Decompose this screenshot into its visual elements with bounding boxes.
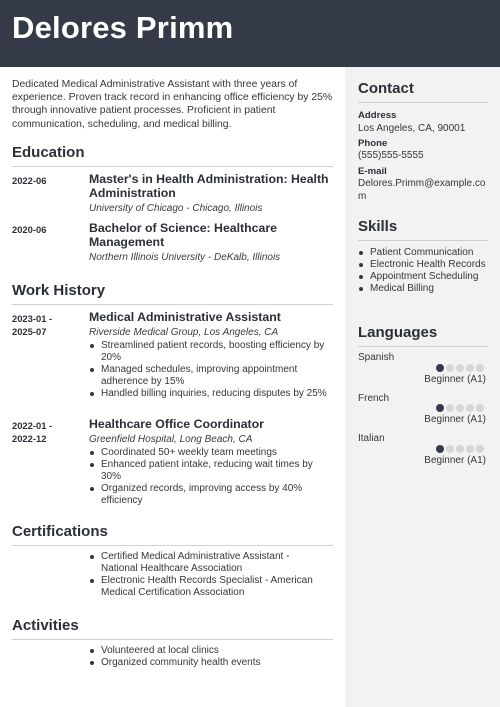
list-item: Electronic Health Records xyxy=(358,259,492,271)
language-level: Beginner (A1) xyxy=(424,414,486,425)
list-item: Managed schedules, improving appointment adherence by 15% xyxy=(89,364,333,388)
list-item: Medical Billing xyxy=(358,283,492,295)
rating-dot xyxy=(446,404,454,412)
email-value[interactable]: Delores.Primm@example.com xyxy=(358,178,486,202)
rating-dot xyxy=(476,404,484,412)
language-name: French xyxy=(358,393,390,404)
rating-dot xyxy=(466,404,474,412)
rating-dot xyxy=(436,445,444,453)
work-body xyxy=(89,417,333,507)
rating-dot xyxy=(456,364,464,372)
list-item: Organized community health events xyxy=(89,657,333,669)
list-item: Appointment Scheduling xyxy=(358,271,492,283)
phone-value: (555)555-5555 xyxy=(358,150,424,161)
sidebar xyxy=(345,67,500,707)
phone-label: Phone xyxy=(358,138,388,149)
certifications-heading: Certifications xyxy=(12,523,333,546)
language-level: Beginner (A1) xyxy=(424,455,486,466)
work-body xyxy=(89,310,333,400)
activities-body xyxy=(89,645,333,669)
address-label: Address xyxy=(358,110,397,121)
summary-text: Dedicated Medical Administrative Assistant with three years of experience. Proven track record in enhancing office efficiency by 25% through innovative patient processes. Proficient in patient communication, scheduling, and medical billing. xyxy=(12,79,333,130)
language-rating xyxy=(436,445,484,453)
list-item: Coordinated 50+ weekly team meetings xyxy=(89,447,333,459)
work-dates: 2023-01 - 2025-07 xyxy=(12,313,53,337)
list-item: Streamlined patient records, boosting efficiency by 20% xyxy=(89,340,333,364)
list-item: Handled billing inquiries, reducing disputes by 25% xyxy=(89,388,333,400)
rating-dot xyxy=(436,364,444,372)
job-title: Healthcare Office Coordinator xyxy=(89,417,264,431)
education-school: University of Chicago - Chicago, Illinois xyxy=(89,203,263,214)
education-heading: Education xyxy=(12,144,333,167)
job-duties xyxy=(89,340,333,400)
education-degree: Master's in Health Administration: Health Administration xyxy=(89,172,329,200)
rating-dot xyxy=(446,445,454,453)
rating-dot xyxy=(436,404,444,412)
language-rating xyxy=(436,364,484,372)
education-school: Northern Illinois University - DeKalb, Illinois xyxy=(89,252,281,263)
rating-dot xyxy=(476,364,484,372)
language-level: Beginner (A1) xyxy=(424,374,486,385)
list-item: Patient Communication xyxy=(358,247,492,259)
language-name: Spanish xyxy=(358,352,395,363)
email-label: E-mail xyxy=(358,166,387,177)
job-duties xyxy=(89,447,333,507)
rating-dot xyxy=(446,364,454,372)
languages-heading: Languages xyxy=(358,324,488,347)
skills-heading: Skills xyxy=(358,218,488,241)
activities-list xyxy=(89,645,333,669)
skills-list xyxy=(358,247,492,295)
list-item: Volunteered at local clinics xyxy=(89,645,333,657)
work-history-heading: Work History xyxy=(12,282,333,305)
list-item: Electronic Health Records Specialist - American Medical Certification Association xyxy=(89,575,319,599)
rating-dot xyxy=(456,445,464,453)
education-date: 2020-06 xyxy=(12,224,47,235)
employer: Greenfield Hospital, Long Beach, CA xyxy=(89,434,253,445)
education-date: 2022-06 xyxy=(12,175,47,186)
rating-dot xyxy=(476,445,484,453)
education-body xyxy=(89,172,333,215)
list-item: Certified Medical Administrative Assistant - National Healthcare Association xyxy=(89,551,319,575)
certifications-body xyxy=(89,551,319,599)
resume-header xyxy=(0,0,500,67)
certifications-list xyxy=(89,551,319,599)
education-degree: Bachelor of Science: Healthcare Management xyxy=(89,221,277,249)
rating-dot xyxy=(456,404,464,412)
list-item: Enhanced patient intake, reducing wait times by 30% xyxy=(89,459,333,483)
rating-dot xyxy=(466,364,474,372)
rating-dot xyxy=(466,445,474,453)
work-dates: 2022-01 - 2022-12 xyxy=(12,420,53,444)
candidate-name: Delores Primm xyxy=(12,10,234,45)
contact-heading: Contact xyxy=(358,80,488,103)
summary-block xyxy=(12,78,333,131)
language-rating xyxy=(436,404,484,412)
job-title: Medical Administrative Assistant xyxy=(89,310,281,324)
activities-heading: Activities xyxy=(12,617,333,640)
language-name: Italian xyxy=(358,433,385,444)
address-value: Los Angeles, CA, 90001 xyxy=(358,123,466,134)
list-item: Organized records, improving access by 40% efficiency xyxy=(89,483,333,507)
employer: Riverside Medical Group, Los Angeles, CA xyxy=(89,327,279,338)
education-body xyxy=(89,221,333,264)
